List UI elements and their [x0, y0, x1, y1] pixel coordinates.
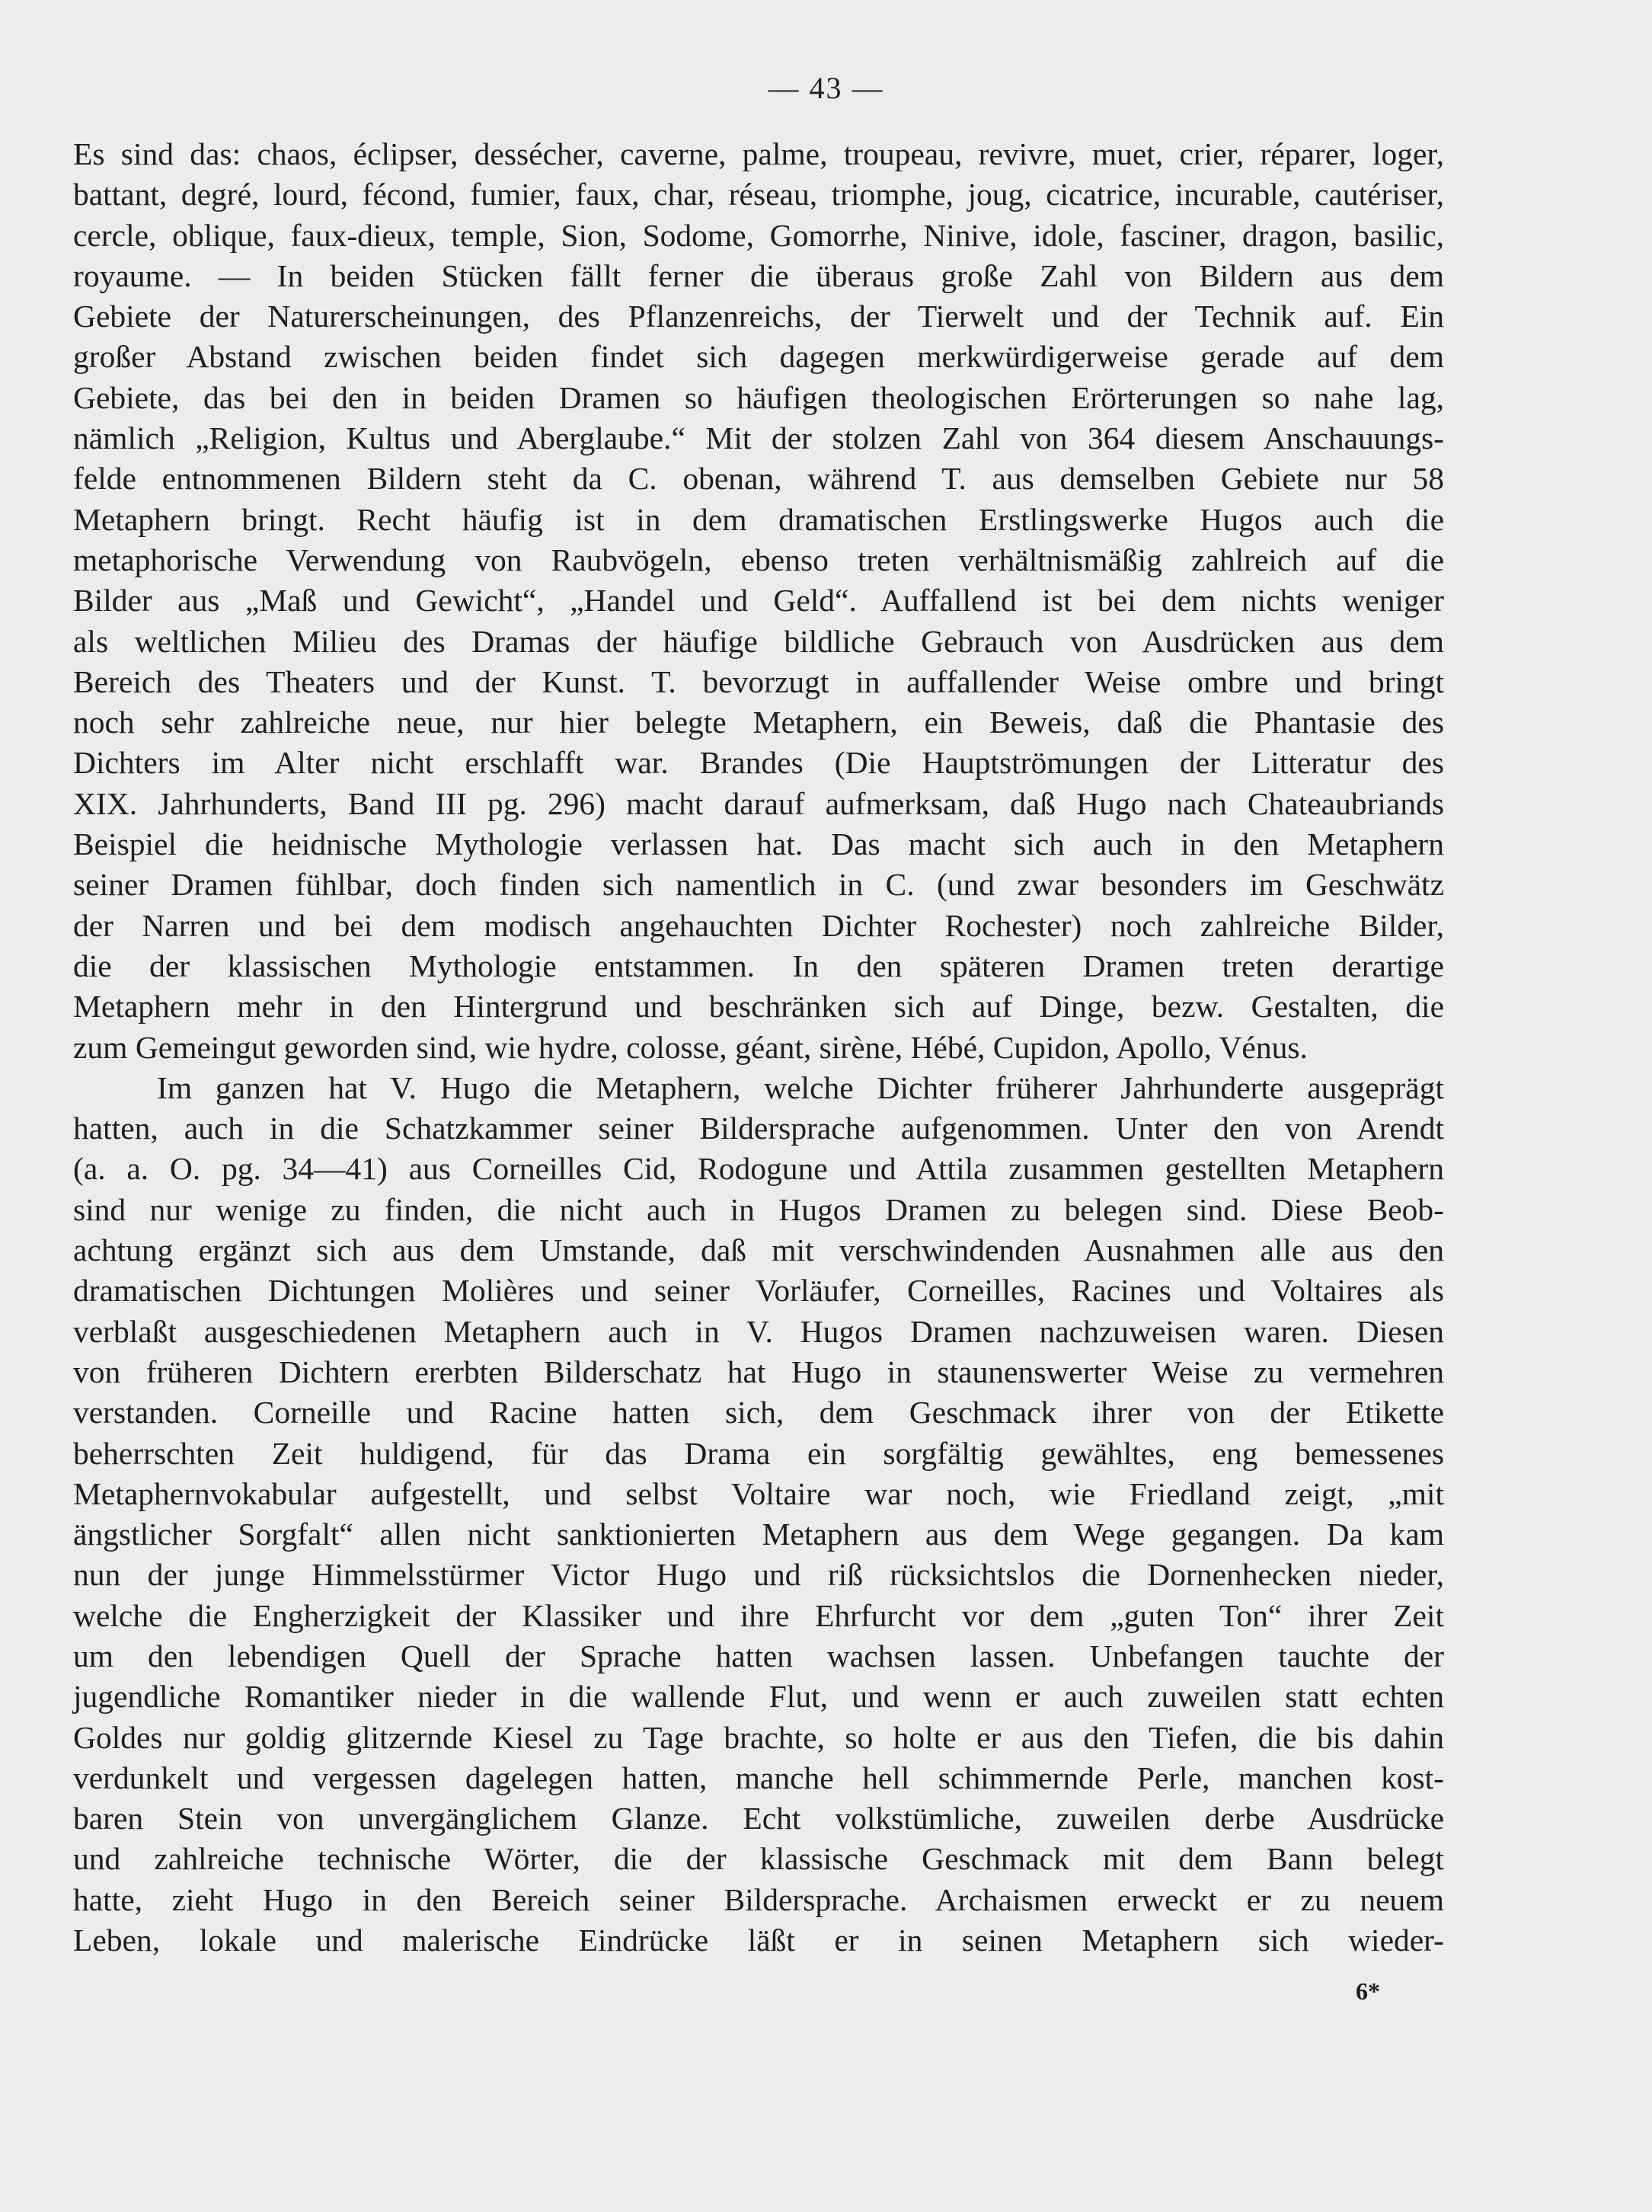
text-line: beherrschten Zeit huldigend, für das Drama ein sorgfältig gewähltes, eng bemessenes	[73, 1435, 1444, 1471]
text-line: Bilder aus „Maß und Gewicht“, „Handel und Geld“. Auffallend ist bei dem nichts weniger	[73, 583, 1444, 619]
text-line: der Narren und bei dem modisch angehauchten Dichter Rochester) noch zahlreiche Bilder,	[73, 907, 1444, 943]
text-line: cercle, oblique, faux-dieux, temple, Sion, Sodome, Gomorrhe, Ninive, idole, fasciner, dragon, basilic,	[73, 217, 1444, 253]
text-line: (a. a. O. pg. 34—41) aus Corneilles Cid, Rodogune und Attila zusammen gestellten Metaphern	[73, 1151, 1444, 1187]
signature-mark: 6*	[1356, 1977, 1380, 2005]
text-line: verstanden. Corneille und Racine hatten sich, dem Geschmack ihrer von der Etikette	[73, 1395, 1444, 1430]
text-line: felde entnommenen Bildern steht da C. obenan, während T. aus demselben Gebiete nur 58	[73, 461, 1444, 497]
text-line: Metaphernvokabular aufgestellt, und selbst Voltaire war noch, wie Friedland zeigt, „mit	[73, 1475, 1444, 1511]
text-line: als weltlichen Milieu des Dramas der häufige bildliche Gebrauch von Ausdrücken aus dem	[73, 623, 1444, 659]
text-line: von früheren Dichtern ererbten Bilderschatz hat Hugo in staunenswerter Weise zu vermehren	[73, 1354, 1444, 1389]
text-line: Bereich des Theaters und der Kunst. T. bevorzugt in auffallender Weise ombre und bringt	[73, 663, 1444, 699]
text-line: Im ganzen hat V. Hugo die Metaphern, welche Dichter früherer Jahrhunderte ausgeprägt	[157, 1069, 1444, 1105]
text-line: nun der junge Himmelsstürmer Victor Hugo und riß rücksichtslos die Dornenhecken nieder,	[73, 1557, 1444, 1593]
text-line: Gebiete der Naturerscheinungen, des Pflanzenreichs, der Tierwelt und der Technik auf. Ein	[73, 299, 1444, 334]
text-line: großer Abstand zwischen beiden findet sich dagegen merkwürdigerweise gerade auf dem	[73, 339, 1444, 375]
text-line: nämlich „Religion, Kultus und Aberglaube.“ Mit der stolzen Zahl von 364 diesem Anschauungs-	[73, 420, 1444, 456]
text-line: sind nur wenige zu finden, die nicht auch in Hugos Dramen zu belegen sind. Diese Beob-	[73, 1191, 1444, 1227]
text-line: noch sehr zahlreiche neue, nur hier belegte Metaphern, ein Beweis, daß die Phantasie des	[73, 705, 1444, 740]
text-line: dramatischen Dichtungen Molières und seiner Vorläufer, Corneilles, Racines und Voltaires als	[73, 1273, 1444, 1309]
text-line: battant, degré, lourd, fécond, fumier, faux, char, réseau, triomphe, joug, cicatrice, incurable, cautériser,	[73, 177, 1444, 213]
text-line: Metaphern mehr in den Hintergrund und beschränken sich auf Dinge, bezw. Gestalten, die	[73, 989, 1444, 1024]
text-line: metaphorische Verwendung von Raubvögeln, ebenso treten verhältnismäßig zahlreich auf die	[73, 542, 1444, 577]
text-line: Gebiete, das bei den in beiden Dramen so häufigen theologischen Erörterungen so nahe lag,	[73, 379, 1444, 415]
text-line: verdunkelt und vergessen dagelegen hatten, manche hell schimmernde Perle, manchen kost-	[73, 1760, 1444, 1795]
page-number: — 43 —	[768, 71, 884, 105]
text-line: Beispiel die heidnische Mythologie verlassen hat. Das macht sich auch in den Metaphern	[73, 826, 1444, 862]
text-line: Metaphern bringt. Recht häufig ist in dem dramatischen Erstlingswerke Hugos auch die	[73, 501, 1444, 537]
text-line: achtung ergänzt sich aus dem Umstande, daß mit verschwindenden Ausnahmen alle aus den	[73, 1232, 1444, 1268]
text-line: und zahlreiche technische Wörter, die der klassische Geschmack mit dem Bann belegt	[73, 1841, 1444, 1877]
text-line: Goldes nur goldig glitzernde Kiesel zu Tage brachte, so holte er aus den Tiefen, die bis dahin	[73, 1719, 1444, 1755]
text-line: hatten, auch in die Schatzkammer seiner Bildersprache aufgenommen. Unter den von Arendt	[73, 1111, 1444, 1146]
text-line: die der klassischen Mythologie entstammen. In den späteren Dramen treten derartige	[73, 948, 1444, 983]
text-line: Es sind das: chaos, éclipser, dessécher, caverne, palme, troupeau, revivre, muet, crier, réparer, loger,	[73, 136, 1444, 171]
text-line: verblaßt ausgeschiedenen Metaphern auch in V. Hugos Dramen nachzuweisen waren. Diesen	[73, 1313, 1444, 1349]
text-line: XIX. Jahrhunderts, Band III pg. 296) macht darauf aufmerksam, daß Hugo nach Chateaubriands	[73, 785, 1444, 821]
text-line: zum Gemeingut geworden sind, wie hydre, colosse, géant, sirène, Hébé, Cupidon, Apollo, Vénus.	[73, 1029, 1308, 1065]
text-line: seiner Dramen fühlbar, doch finden sich namentlich in C. (und zwar besonders im Geschwätz	[73, 867, 1444, 903]
text-line: welche die Engherzigkeit der Klassiker und ihre Ehrfurcht vor dem „guten Ton“ ihrer Zeit	[73, 1597, 1444, 1633]
text-line: baren Stein von unvergänglichem Glanze. Echt volkstümliche, zuweilen derbe Ausdrücke	[73, 1801, 1444, 1836]
text-line: Dichters im Alter nicht erschlafft war. Brandes (Die Hauptströmungen der Litteratur des	[73, 745, 1444, 781]
text-line: jugendliche Romantiker nieder in die wallende Flut, und wenn er auch zuweilen statt echten	[73, 1679, 1444, 1715]
text-line: hatte, zieht Hugo in den Bereich seiner Bildersprache. Archaismen erweckt er zu neuem	[73, 1881, 1444, 1917]
text-line: royaume. — In beiden Stücken fällt ferner die überaus große Zahl von Bildern aus dem	[73, 257, 1444, 293]
text-line: ängstlicher Sorgfalt“ allen nicht sanktionierten Metaphern aus dem Wege gegangen. Da kam	[73, 1517, 1444, 1552]
text-line: Leben, lokale und malerische Eindrücke läßt er in seinen Metaphern sich wieder-	[73, 1923, 1444, 1958]
body-text	[73, 134, 1444, 1961]
text-line: um den lebendigen Quell der Sprache hatten wachsen lassen. Unbefangen tauchte der	[73, 1638, 1444, 1673]
